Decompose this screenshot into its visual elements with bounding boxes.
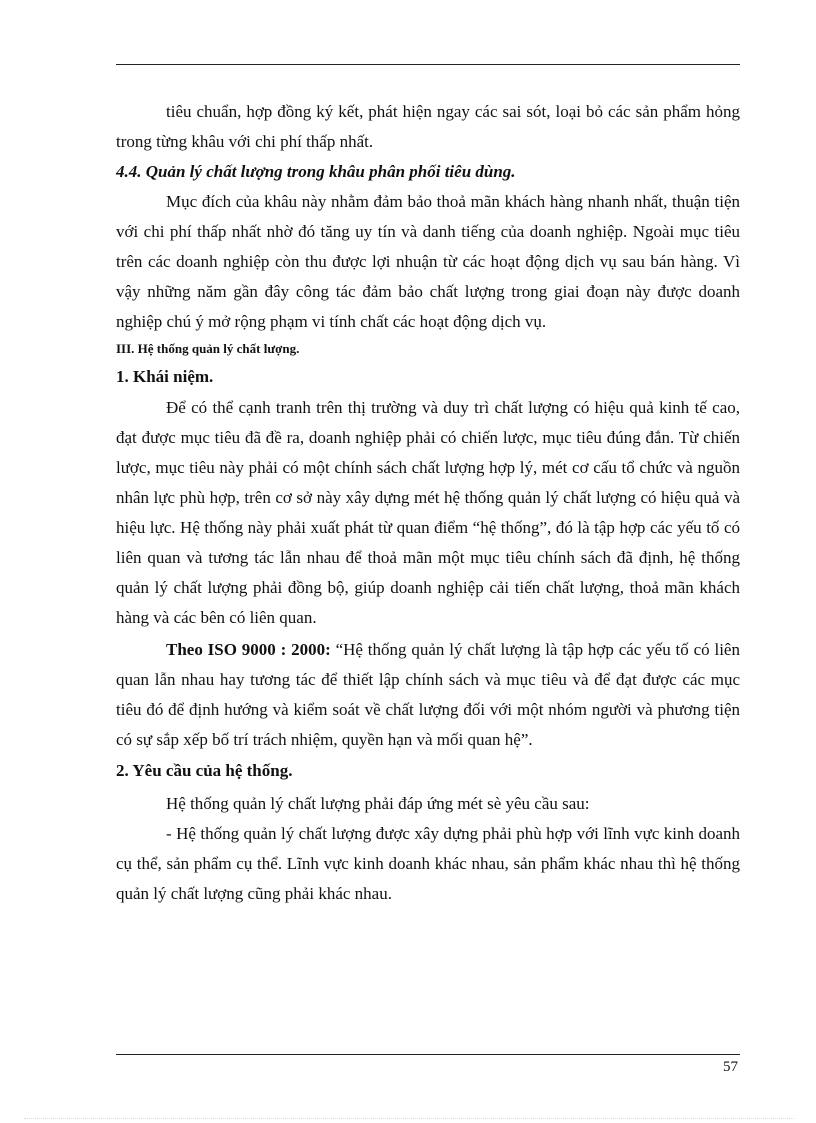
page-body bbox=[116, 97, 740, 909]
page-number: 57 bbox=[723, 1059, 738, 1075]
section-heading-1: 1. Khái niệm. bbox=[116, 367, 214, 386]
paragraph-concept: Để có thể cạnh tranh trên thị trường và duy trì chất lượng có hiệu quả kinh tế cao, đạt được mục tiêu đã đề ra, doanh nghiệp phải có chiến lược, mục tiêu đúng đắn. Từ chiến lược, mục tiêu này phải có một chính sách chất lượng hợp lý, mét cơ cấu tổ chức và nguồn nhân lực phù hợp, trên cơ sở này xây dựng mét hệ thống quản lý chất lượng có hiệu quả và hiệu lực. Hệ thống này phải xuất phát từ quan điểm “hệ thống”, đó là tập hợp các yếu tố có liên quan và tương tác lẫn nhau để thoả mãn một mục tiêu chính sách đã định, hệ thống quản lý chất lượng phải đồng bộ, giúp doanh nghiệp cải tiến chất lượng, thoả mãn khách hàng và các bên có liên quan. bbox=[116, 398, 740, 627]
section-heading-2: 2. Yêu cầu của hệ thống. bbox=[116, 761, 293, 780]
paragraph-distribution-quality: Mục đích của khâu này nhằm đảm bảo thoả mãn khách hàng nhanh nhất, thuận tiện với chi phí thấp nhất nhờ đó tăng uy tín và danh tiếng của doanh nghiệp. Ngoài mục tiêu trên các doanh nghiệp còn thu được lợi nhuận từ các hoạt động dịch vụ sau bán hàng. Vì vậy những năm gần đây công tác đảm bảo chất lượng trong giai đoạn này được doanh nghiệp chú ý mở rộng phạm vi tính chất các hoạt động dịch vụ. bbox=[116, 192, 740, 331]
paragraph-requirements-intro: Hệ thống quản lý chất lượng phải đáp ứng mét sè yêu cầu sau: bbox=[166, 794, 590, 813]
iso-definition-text: “Hệ thống quản lý chất lượng là tập hợp các yếu tố có liên quan lẫn nhau hay tương tác để thiết lập chính sách và mục tiêu và để đạt được các mục tiêu đó để định hướng và kiểm soát về chất lượng đối với một nhóm người và phương tiện có sự sắp xếp bố trí trách nhiệm, quyền hạn và mối quan hệ”. bbox=[116, 640, 740, 749]
paragraph-continuation: tiêu chuẩn, hợp đồng ký kết, phát hiện ngay các sai sót, loại bỏ các sản phẩm hỏng trong từng khâu với chi phí thấp nhất. bbox=[116, 102, 740, 151]
paragraph-requirement-item: - Hệ thống quản lý chất lượng được xây dựng phải phù hợp với lĩnh vực kinh doanh cụ thể, sản phẩm cụ thể. Lĩnh vực kinh doanh khác nhau, sản phẩm khác nhau thì hệ thống quản lý chất lượng cũng phải khác nhau. bbox=[116, 824, 740, 903]
page-edge-divider bbox=[24, 1118, 794, 1119]
header-rule bbox=[116, 64, 740, 65]
iso-standard-label: Theo ISO 9000 : 2000: bbox=[166, 640, 331, 659]
section-heading-III: III. Hệ thống quản lý chất lượng. bbox=[116, 341, 300, 356]
paragraph-iso-definition bbox=[116, 635, 740, 755]
section-heading-4-4: 4.4. Quản lý chất lượng trong khâu phân phối tiêu dùng. bbox=[116, 162, 516, 181]
footer-rule bbox=[116, 1054, 740, 1055]
